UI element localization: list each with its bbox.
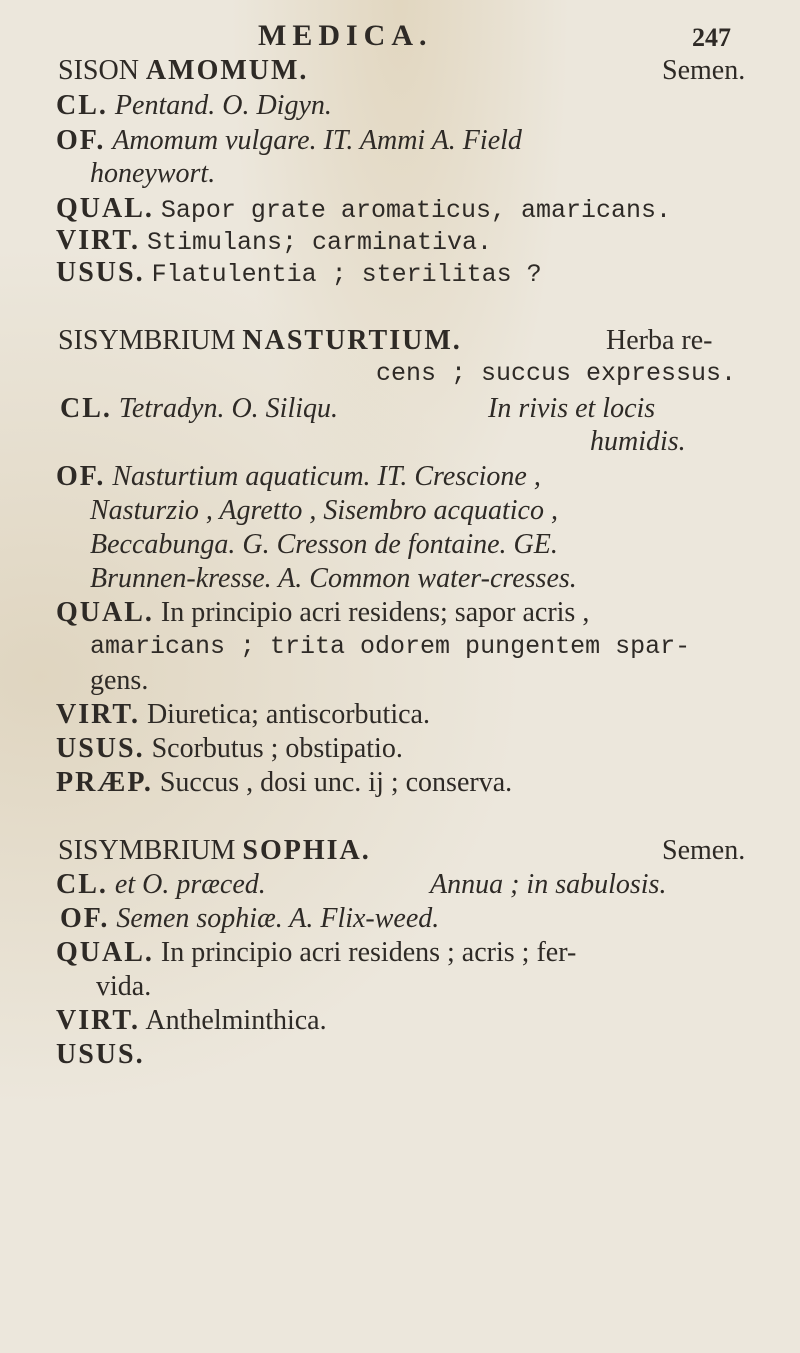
- line-text: et O. præced.: [114, 869, 266, 900]
- entry-line: honeywort.: [90, 158, 216, 189]
- entry-line: [60, 903, 439, 935]
- line-label: USUS.: [56, 733, 145, 764]
- line-text: Semen sophiæ. A. Flix-weed.: [116, 903, 440, 934]
- line-label: VIRT.: [56, 1005, 140, 1036]
- line-label: QUAL.: [56, 597, 154, 628]
- entry-line: [56, 733, 403, 765]
- line-label: QUAL.: [56, 937, 154, 968]
- line-text: Anthelminthica.: [145, 1005, 327, 1036]
- entry-line: [56, 257, 542, 291]
- entry-line: amaricans ; trita odorem pungentem spar-: [90, 632, 691, 661]
- entry-line: [56, 461, 541, 493]
- line-label: QUAL.: [56, 193, 154, 224]
- page-number: 247: [692, 23, 731, 52]
- entry-name: SISYMBRIUM: [58, 835, 236, 866]
- entry-line: vida.: [96, 971, 152, 1002]
- line-label: PRÆP.: [56, 767, 153, 798]
- entry-name: SISYMBRIUM: [58, 325, 236, 356]
- entry-line: cens ; succus expressus.: [376, 359, 737, 388]
- entry-line: Brunnen-kresse. A. Common water-cresses.: [90, 563, 577, 594]
- line-label: CL.: [56, 869, 108, 900]
- line-text: Amomum vulgare. IT. Ammi A. Field: [112, 125, 522, 156]
- entry-heading: [58, 835, 371, 867]
- entry-line: [56, 869, 266, 901]
- entry-line: [56, 125, 522, 157]
- line-text: Scorbutus ; obstipatio.: [151, 733, 403, 764]
- line-label: CL.: [56, 90, 108, 121]
- line-text: Nasturtium aquaticum. IT. Crescione ,: [112, 461, 541, 492]
- entry-part: Semen.: [662, 55, 746, 86]
- entry-line: Nasturzio , Agretto , Sisembro acquatico ,: [90, 495, 558, 526]
- entry-line: gens.: [90, 665, 149, 696]
- entry-species: AMOMUM.: [145, 55, 309, 86]
- entry-species: SOPHIA.: [242, 835, 371, 866]
- entry-line: [56, 937, 576, 969]
- entry-name: SISON: [58, 55, 139, 86]
- entry-line: Annua ; in sabulosis.: [430, 869, 667, 900]
- entry-part: Semen.: [662, 835, 746, 866]
- line-label: CL.: [60, 393, 112, 424]
- entry-line: [56, 699, 430, 731]
- line-text: Diuretica; antiscorbutica.: [146, 699, 430, 730]
- line-text: Sapor grate aromaticus, amaricans.: [160, 196, 671, 225]
- line-label: USUS.: [56, 257, 145, 288]
- entry-line: [56, 1005, 327, 1037]
- line-text: Flatulentia ; sterilitas ?: [151, 260, 542, 289]
- line-text: Succus , dosi unc. ij ; conserva.: [159, 767, 513, 798]
- line-label: VIRT.: [56, 225, 140, 256]
- running-title: MEDICA.: [258, 19, 433, 52]
- line-text: Stimulans; carminativa.: [146, 228, 493, 257]
- entry-line: [56, 193, 671, 227]
- line-label: VIRT.: [56, 699, 140, 730]
- line-text: In principio acri residens; sapor acris ,: [160, 597, 590, 628]
- line-label: OF.: [60, 903, 110, 934]
- entry-heading: [58, 55, 308, 87]
- entry-line: In rivis et locis: [488, 393, 656, 424]
- entry-part: Herba re-: [606, 325, 713, 356]
- line-text: Tetradyn. O. Siliqu.: [118, 393, 338, 424]
- entry-line: [56, 225, 492, 259]
- line-label: USUS.: [56, 1039, 145, 1070]
- entry-line: [56, 90, 332, 122]
- line-label: OF.: [56, 461, 106, 492]
- entry-heading: [58, 325, 462, 357]
- entry-line: Beccabunga. G. Cresson de fontaine. GE.: [90, 529, 558, 560]
- entry-line: humidis.: [590, 426, 686, 457]
- entry-line: [56, 597, 589, 629]
- entry-species: NASTURTIUM.: [242, 325, 462, 356]
- entry-line: [56, 767, 512, 799]
- entry-line: [60, 393, 338, 425]
- line-text: In principio acri residens ; acris ; fer-: [160, 937, 577, 968]
- entry-line: [56, 1039, 145, 1071]
- line-label: OF.: [56, 125, 106, 156]
- line-text: Pentand. O. Digyn.: [114, 90, 332, 121]
